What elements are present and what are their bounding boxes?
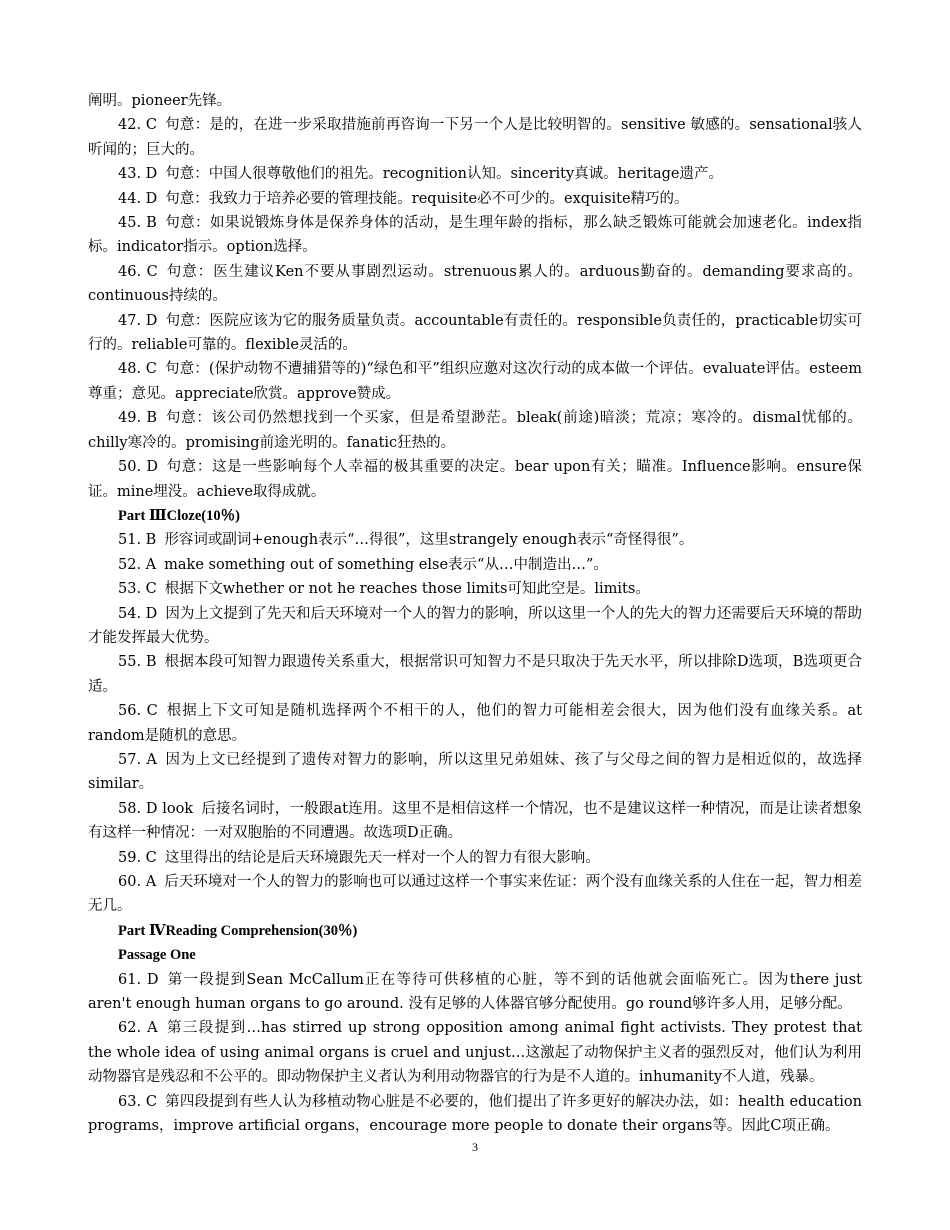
- answer-paragraph: [88, 260, 862, 309]
- answer-explanation: 这里得出的结论是后天环境跟先天一样对一个人的智力有很大影响。: [164, 849, 600, 866]
- section-heading: Passage One: [118, 947, 196, 964]
- answer-paragraph: [88, 699, 862, 748]
- answer-explanation: 因为上文已经提到了遗传对智力的影响，所以这里兄弟姐妹、孩了与父母之间的智力是相近似的，故选择similar。: [88, 751, 863, 793]
- answer-paragraph: [88, 1016, 862, 1089]
- answer-paragraph: [88, 553, 862, 577]
- answer-explanation: 句意：中国人很尊敬他们的祖先。recognition认知。sincerity真诚。heritage遗产。: [165, 166, 723, 183]
- answer-paragraph: [88, 748, 862, 797]
- answer-explanation: 根据本段可知智力跟遗传关系重大，根据常识可知智力不是只取决于先天水平，所以排除D选项，B选项更合适。: [88, 654, 862, 695]
- answer-paragraph: [88, 357, 862, 406]
- answer-paragraph: [88, 846, 862, 870]
- section-heading: Part ⅢCloze(10％): [118, 507, 240, 524]
- answer-number: 51. B: [118, 532, 157, 549]
- answer-number: 47. D: [118, 312, 158, 329]
- answer-paragraph: [88, 162, 862, 186]
- answer-number: 54. D: [118, 605, 158, 622]
- answer-paragraph: [88, 602, 862, 651]
- answer-number: 49. B: [118, 410, 158, 427]
- answer-number: 60. A: [118, 874, 157, 890]
- answer-paragraph: [88, 309, 862, 358]
- answer-paragraph: [88, 211, 862, 260]
- document-body: [88, 89, 862, 1138]
- answer-explanation: make something out of something else表示“从…中制造出…”。: [164, 556, 608, 573]
- answer-number: 63. C: [118, 1093, 157, 1110]
- answer-explanation: 后天环境对一个人的智力的影响也可以通过这样一个事实来佐证：两个没有血缘关系的人住在一起，智力相差无几。: [88, 874, 863, 915]
- answer-explanation: 形容词或副词+enough表示“…得很”，这里strangely enough表示“奇怪得很”。: [164, 532, 694, 549]
- answer-paragraph: [88, 89, 862, 113]
- answer-explanation: 句意：医院应该为它的服务质量负责。accountable有责任的。responsible负责任的，practicable切实可行的。reliable可靠的。flexible灵活的。: [88, 312, 862, 354]
- answer-paragraph: [88, 797, 862, 846]
- page-number: 3: [472, 1140, 478, 1154]
- answer-number: 43. D: [118, 166, 158, 183]
- answer-paragraph: [88, 650, 862, 699]
- answer-number: 62. A: [118, 1020, 158, 1037]
- answer-number: 61. D: [118, 971, 159, 988]
- answer-paragraph: [88, 187, 862, 211]
- answer-explanation: 第四段提到有些人认为移植动物心脏是不必要的，他们提出了许多更好的解决办法，如：health education programs，improve artificial organs，encourage more people to donate their organs等。因此C项正确。: [88, 1093, 862, 1135]
- answer-explanation: 句意：该公司仍然想找到一个买家，但是希望渺茫。bleak(前途)暗淡；荒凉；寒冷的。dismal忧郁的。chilly寒冷的。promising前途光明的。fanatic狂热的。: [88, 410, 863, 451]
- answer-number: 55. B: [118, 654, 157, 671]
- answer-number: 56. C: [118, 703, 158, 720]
- section-heading: Part ⅣReading Comprehension(30％): [118, 922, 358, 939]
- answer-paragraph: [88, 406, 862, 455]
- answer-number: 48. C: [118, 361, 157, 378]
- answer-explanation: 句意：这是一些影响每个人幸福的极其重要的决定。bear upon有关；瞄准。Influence影响。ensure保证。mine埋没。achieve取得成就。: [88, 459, 862, 500]
- answer-explanation: 后接名词时，一般跟at连用。这里不是相信这样一个情况，也不是建议这样一种情况，而是让读者想象有这样一种情况：一对双胞胎的不同遭遇。故选项D正确。: [88, 800, 863, 842]
- answer-number: 50. D: [118, 459, 158, 476]
- answer-explanation: 根据下文whether or not he reaches those limits可知此空是。limits。: [164, 581, 650, 598]
- answer-paragraph: [88, 113, 862, 162]
- answer-number: 58. D look: [118, 800, 194, 817]
- answer-number: 52. A: [118, 556, 157, 573]
- answer-explanation: 阐明。pioneer先锋。: [88, 93, 232, 109]
- answer-number: 45. B: [118, 215, 157, 232]
- answer-paragraph: [88, 528, 862, 552]
- answer-explanation: 根据上下文可知是随机选择两个不相干的人，他们的智力可能相差会很大，因为他们没有血缘关系。at random是随机的意思。: [88, 703, 863, 744]
- answer-explanation: 第一段提到Sean McCallum正在等待可供移植的心脏，等不到的话他就会面临死亡。因为there just aren't enough human organs to go around. 没有足够的人体器官够分配使用。go round够许多人用，足够分配。: [88, 971, 862, 1013]
- answer-explanation: 句意：如果说锻炼身体是保养身体的活动，是生理年龄的指标，那么缺乏锻炼可能就会加速老化。index指标。indicator指示。option选择。: [88, 215, 863, 256]
- answer-paragraph: [88, 870, 862, 919]
- answer-explanation: 因为上文提到了先天和后天环境对一个人的智力的影响，所以这里一个人的先大的智力还需要后天环境的帮助才能发挥最大优势。: [88, 605, 862, 646]
- answer-paragraph: [88, 455, 862, 504]
- answer-explanation: 句意：医生建议Ken不要从事剧烈运动。strenuous累人的。arduous勤奋的。demanding要求高的。continuous持续的。: [88, 263, 863, 305]
- answer-number: 44. D: [118, 190, 158, 207]
- answer-paragraph: [88, 577, 862, 601]
- answer-number: 57. A: [118, 751, 157, 768]
- answer-explanation: 第三段提到…has stirred up strong opposition among animal fight activists. They protest that the whole idea of using animal organs is cruel and unjust…这激起了动物保护主义者的强烈反对，他们认为利用动物器官是残忍和不公平的。即动物保护主义者认为利用动物器官的行为是不人道的。inhumanity不人道，残暴。: [88, 1020, 863, 1086]
- answer-number: 59. C: [118, 849, 157, 866]
- answer-paragraph: [88, 1090, 862, 1139]
- answer-number: 53. C: [118, 581, 157, 598]
- answer-explanation: 句意：是的，在进一步采取措施前再咨询一下另一个人是比较明智的。sensitive 敏感的。sensational骇人听闻的；巨大的。: [88, 117, 862, 158]
- answer-explanation: 句意：(保护动物不遭捕猎等的)“绿色和平”组织应邀对这次行动的成本做一个评估。evaluate评估。esteem尊重；意见。appreciate欣赏。approve赞成。: [88, 361, 862, 402]
- answer-paragraph: [88, 968, 862, 1017]
- answer-explanation: 句意：我致力于培养必要的管理技能。requisite必不可少的。exquisite精巧的。: [165, 190, 689, 207]
- answer-number: 42. C: [118, 117, 157, 134]
- answer-number: 46. C: [118, 263, 158, 280]
